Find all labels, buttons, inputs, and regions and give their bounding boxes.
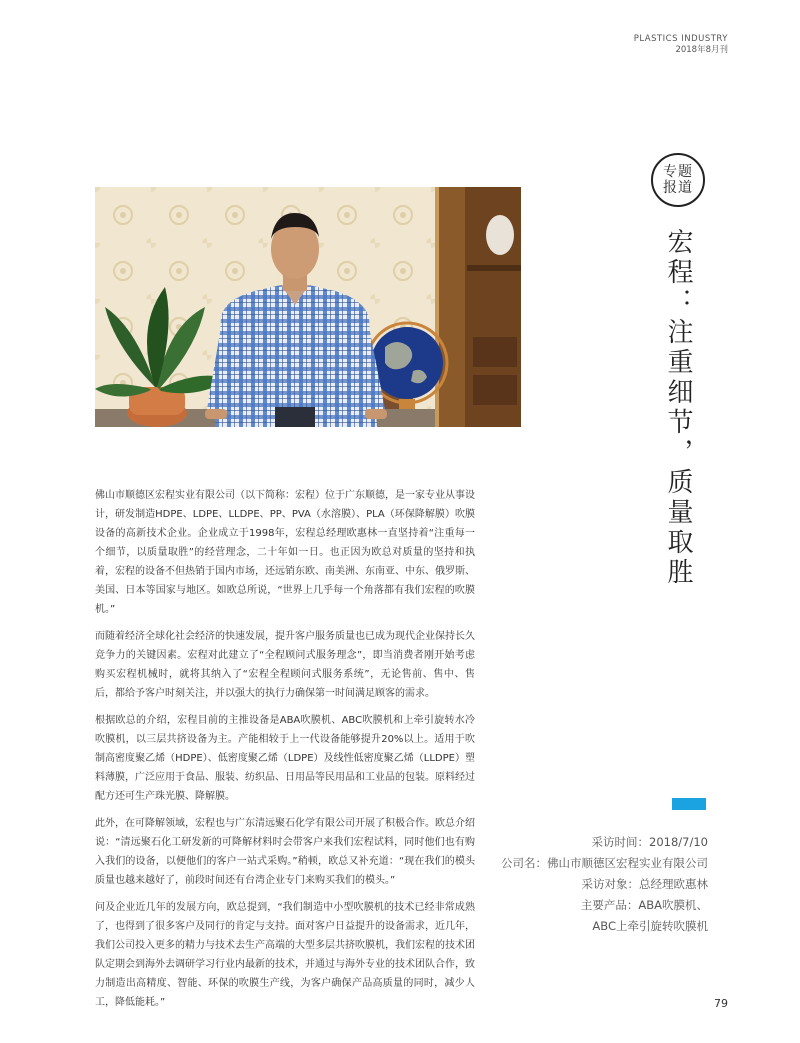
page-header	[634, 34, 728, 56]
interview-time: 采访时间：2018/7/10	[591, 835, 708, 849]
accent-bar	[672, 798, 706, 810]
issue-date: 2018年8月刊	[675, 45, 728, 55]
page-number: 79	[714, 997, 728, 1010]
section-badge-label: 专题报道	[663, 164, 693, 196]
article-paragraph: 此外，在可降解领域，宏程也与广东清远聚石化学有限公司开展了积极合作。欧总介绍说：“清远聚石化工研发新的可降解材料时会带客户来我们宏程试料，同时他们也有购入我们的设备，以便他们的客户一站式采购。”稍顿，欧总又补充道：“现在我们的模头质量也越来越好了，前段时间还有台湾企业专门来购买我们的模头。”	[95, 818, 475, 886]
main-products-cont: ABC上牵引旋转吹膜机	[592, 919, 708, 933]
publication-name: PLASTICS INDUSTRY	[633, 34, 728, 44]
article-body	[95, 486, 475, 1020]
article-paragraph: 佛山市顺德区宏程实业有限公司（以下简称：宏程）位于广东顺德，是一家专业从事设计，研发制造HDPE、LDPE、LLDPE、PP、PVA（水溶膜）、PLA（环保降解膜）吹膜设备的高新技术企业。企业成立于1998年，宏程总经理欧惠林一直坚持着“注重每一个细节，以质量取胜”的经营理念，二十年如一日。也正因为欧总对质量的坚持和执着，宏程的设备不但热销于国内市场，还远销东欧、南美洲、东南亚、中东、俄罗斯、美国、日本等国家与地区。如欧总所说，“世界上几乎每一个角落都有我们宏程的吹膜机。”	[95, 490, 475, 615]
article-paragraph: 根据欧总的介绍，宏程目前的主推设备是ABA吹膜机、ABC吹膜机和上牵引旋转水冷吹膜机，以三层共挤设备为主。产能相较于上一代设备能够提升20%以上。适用于吹制高密度聚乙烯（HDPE）、低密度聚乙烯（LDPE）及线性低密度聚乙烯（LLDPE）塑料薄膜，广泛应用于食品、服装、纺织品、日用品等民用品和工业品的包装。原料经过配方还可生产珠光膜、降解膜。	[95, 715, 475, 802]
interview-info	[448, 832, 708, 937]
company-name: 公司名：佛山市顺德区宏程实业有限公司	[501, 856, 708, 870]
article-paragraph: 而随着经济全球化社会经济的快速发展，提升客户服务质量也已成为现代企业保持长久竞争力的关键因素。宏程对此建立了“全程顾问式服务理念”，即当消费者刚开始考虑购买宏程机械时，就将其纳入了“宏程全程顾问式服务系统”，无论售前、售中、售后，都给予客户时刻关注，并以强大的执行力确保第一时间满足顾客的需求。	[95, 631, 475, 699]
portrait-photo	[95, 187, 521, 427]
article-title: 宏程：注重细节，质量取胜	[663, 228, 693, 588]
main-products: 主要产品：ABA吹膜机、	[580, 898, 708, 912]
interviewee: 采访对象：总经理欧惠林	[581, 877, 708, 891]
section-badge	[651, 153, 705, 207]
article-paragraph: 问及企业近几年的发展方向，欧总提到，“我们制造中小型吹膜机的技术已经非常成熟了，也得到了很多客户及同行的肯定与支持。面对客户日益提升的设备需求，近几年，我们公司投入更多的精力与技术去生产高端的大型多层共挤吹膜机，我们宏程的技术团队定期会到海外去调研学习行业内最新的技术，并通过与海外专业的技术团队合作，致力制造出高精度、智能、环保的吹膜生产线，为客户确保产品高质量的同时，减少人工，降低能耗。”	[95, 902, 475, 1008]
